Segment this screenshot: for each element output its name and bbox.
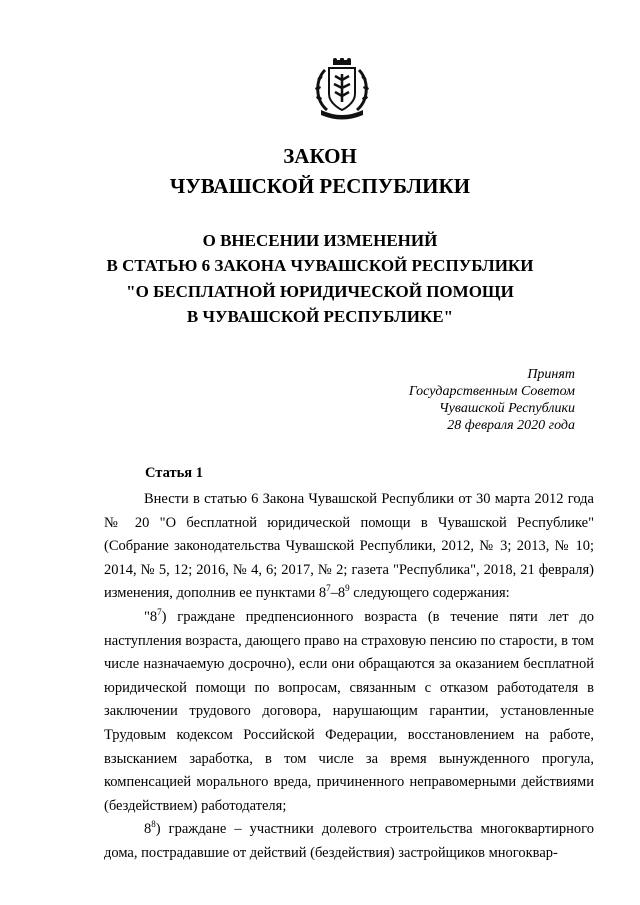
adoption-date: 28 февраля 2020 года xyxy=(447,418,575,433)
superscript: 7 xyxy=(157,607,162,618)
superscript: 9 xyxy=(345,583,350,594)
paragraph-text: ) граждане – участники долевого строительства многоквартирного дома, пострадавшие от действий (бездействия) застройщиков многоквар- xyxy=(104,821,594,861)
paragraph-text: –8 xyxy=(330,585,346,602)
article-body xyxy=(104,488,594,866)
adoption-note xyxy=(409,366,575,434)
superscript: 8 xyxy=(151,819,156,830)
adoption-note-line: Чувашской Республики xyxy=(439,401,575,416)
adoption-note-line: Принят xyxy=(527,367,575,382)
law-subtitle-line-3: "О БЕСПЛАТНОЙ ЮРИДИЧЕСКОЙ ПОМОЩИ xyxy=(126,282,514,301)
law-subtitle-line-4: В ЧУВАШСКОЙ РЕСПУБЛИКЕ" xyxy=(186,307,454,326)
paragraph-text: Внести в статью 6 Закона Чувашской Республики от 30 марта 2012 года № 20 "О бесплатной юридической помощи в Чувашской Республике" (Собрание законодательства Чувашской Республики, 2012, № 3; 2013, № 10; 2014, № 5, 12; 2016, № 4, 6; 2017, № 2; газета "Республика", 2018, 21 февраля) изменения, дополнив ее пунктами 8 xyxy=(104,491,594,602)
paragraph-text: ) граждане предпенсионного возраста (в течение пяти лет до наступления возраста, дающего право на страховую пенсию по старости, в том числе назначаемую досрочно), если они обращаются за оказанием бесплатной юридической помощи по вопросам, связанным с отказом работодателя в заключении трудового договора, нарушающим гарантии, установленные Трудовым кодексом Российской Федерации, восстановлением на работе, взысканием заработка, в том числе за время вынужденного прогула, компенсацией морального вреда, причиненного неправомерными действиями (бездействием) работодателя; xyxy=(104,608,594,814)
article-heading: Статья 1 xyxy=(145,465,203,481)
adoption-note-line: Государственным Советом xyxy=(408,384,575,399)
law-subtitle-line-2: В СТАТЬЮ 6 ЗАКОНА ЧУВАШСКОЙ РЕСПУБЛИКИ xyxy=(106,256,534,275)
paragraph-text: 8 xyxy=(144,821,152,838)
article-paragraph-item-8-8 xyxy=(104,818,594,865)
republic-title: ЧУВАШСКОЙ РЕСПУБЛИКИ xyxy=(169,174,471,198)
paragraph-text: "8 xyxy=(144,608,158,625)
article-paragraph-item-8-7 xyxy=(104,606,594,818)
article-paragraph-intro xyxy=(104,488,594,606)
paragraph-text: следующего содержания: xyxy=(349,585,510,602)
chuvash-emblem-icon xyxy=(313,58,371,120)
law-subtitle-line-1: О ВНЕСЕНИИ ИЗМЕНЕНИЙ xyxy=(202,231,438,250)
superscript: 7 xyxy=(326,583,331,594)
document-type-title: ЗАКОН xyxy=(283,144,357,168)
